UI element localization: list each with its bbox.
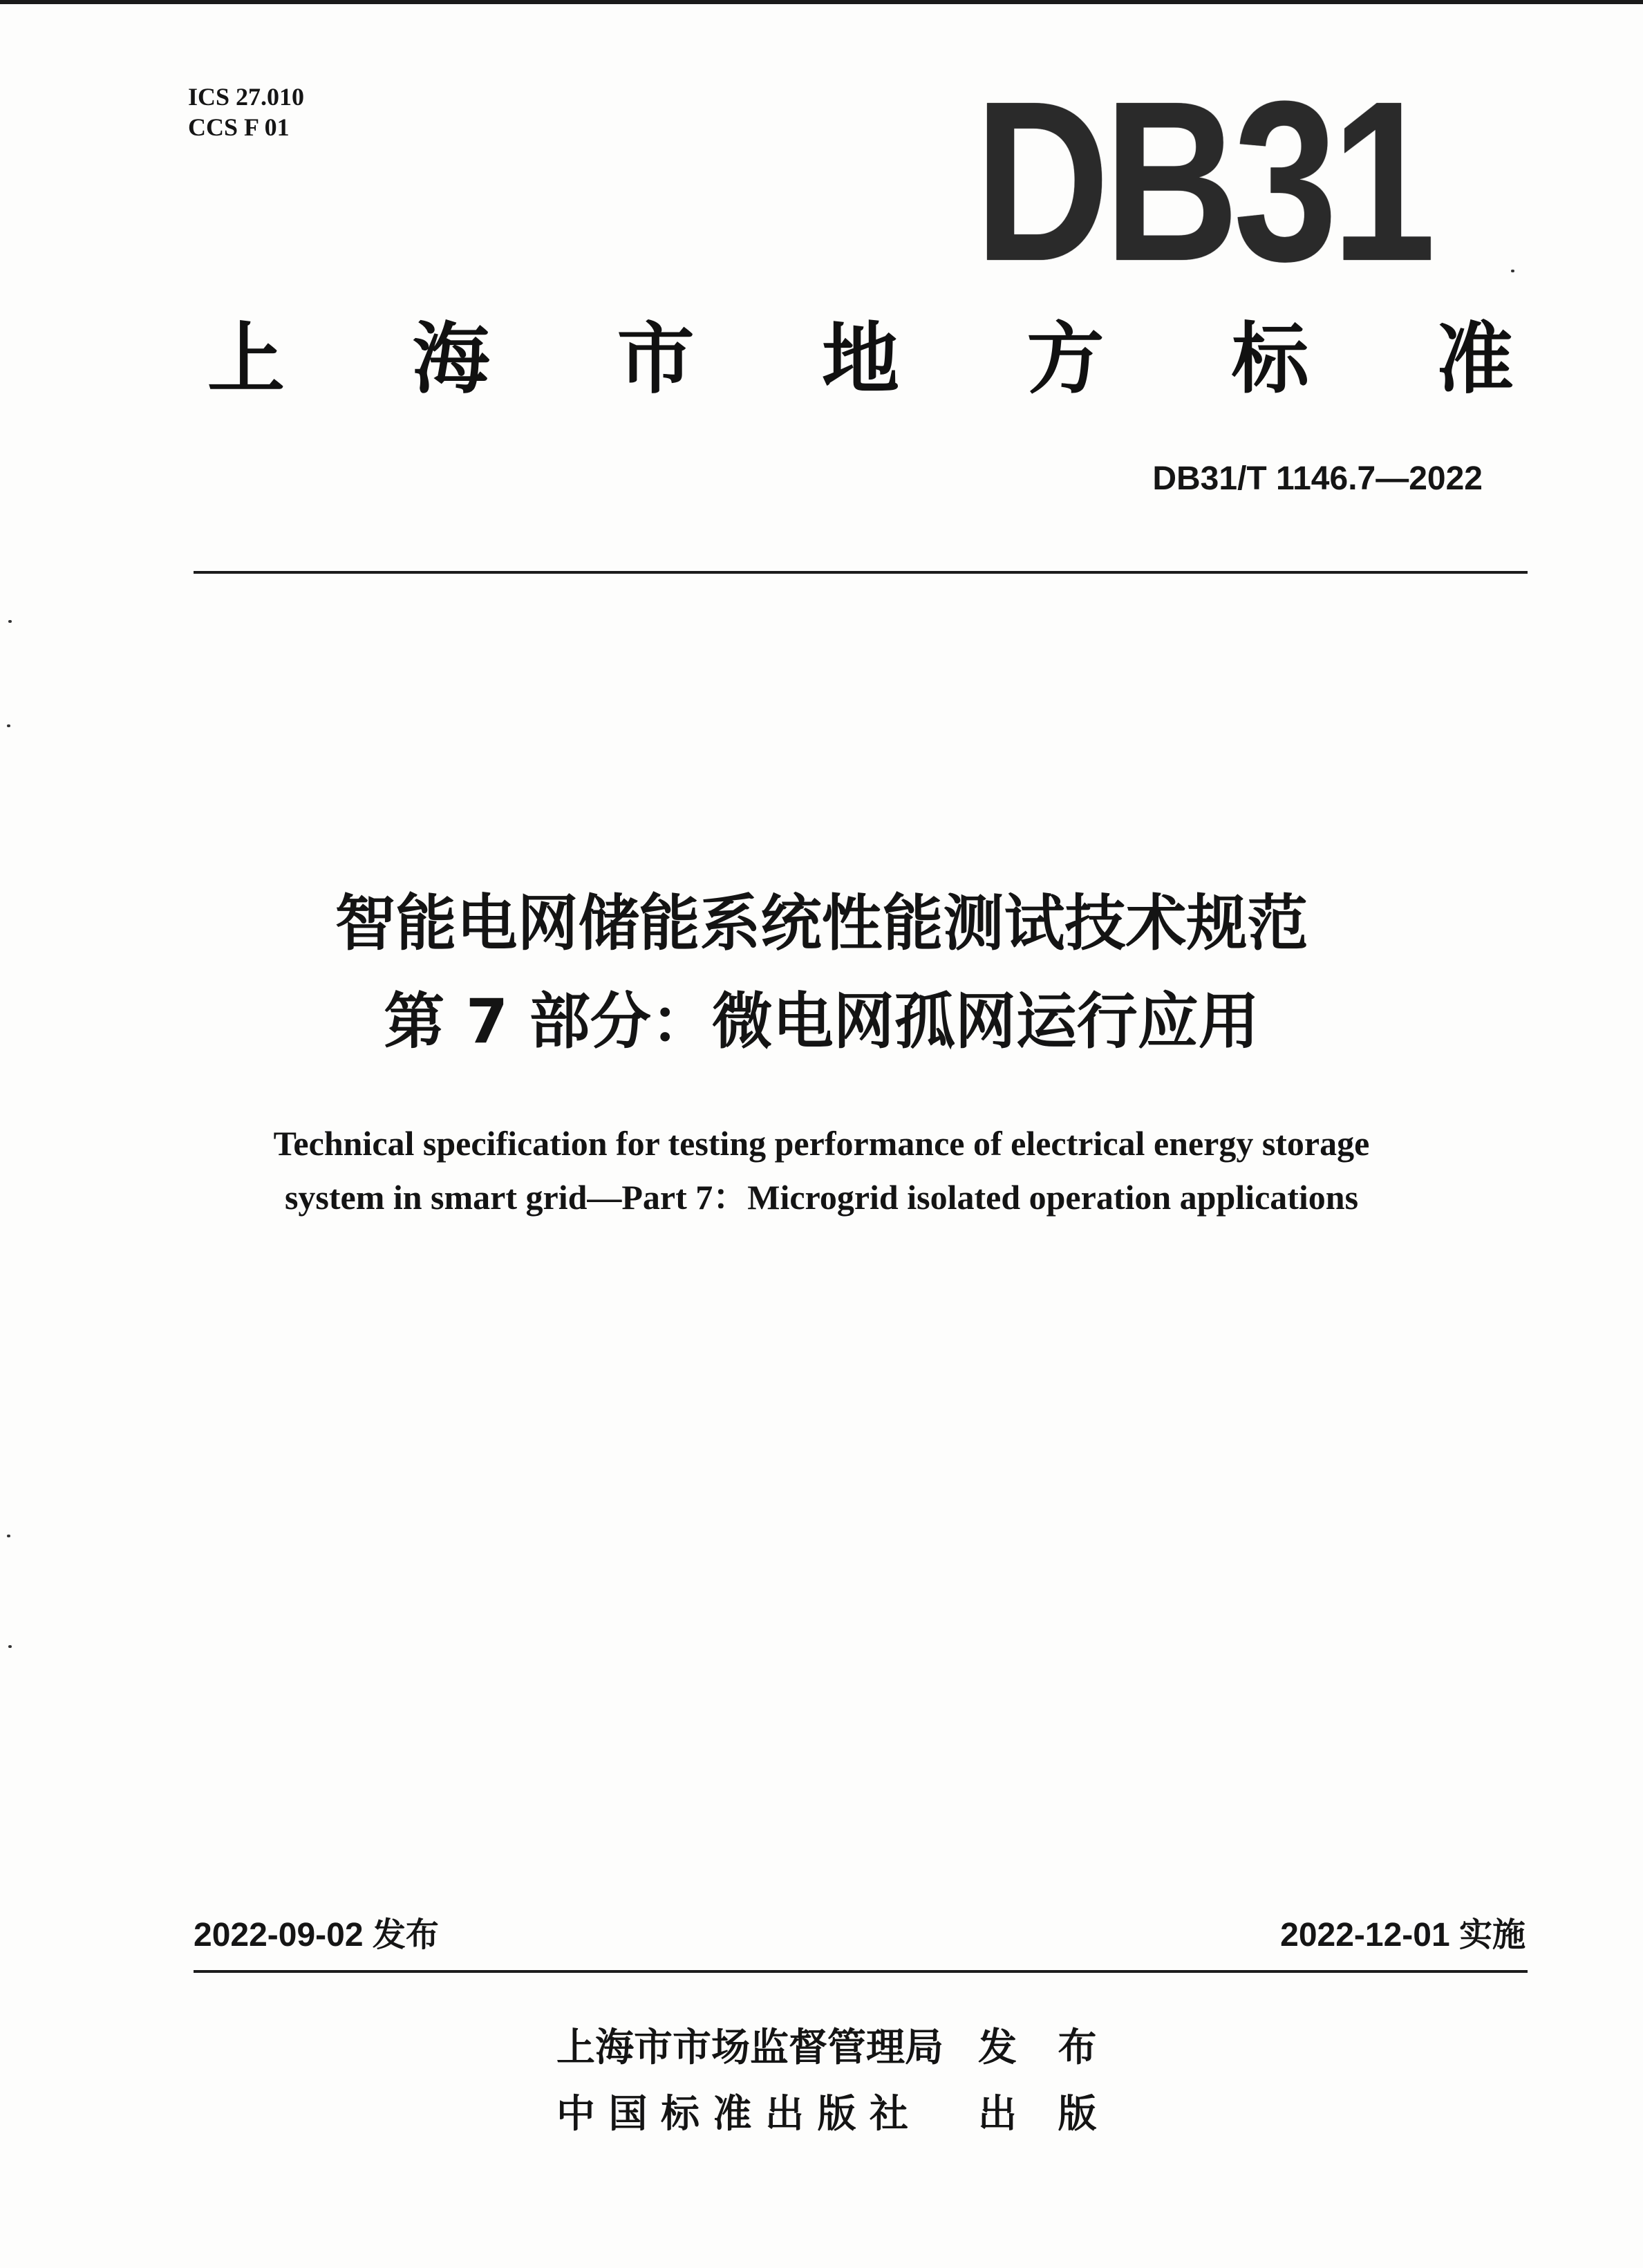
english-title: [0, 1116, 1643, 1224]
issue-date: 2022-09-02 发布: [194, 1917, 439, 1953]
publisher-role: 发 布: [978, 2025, 1111, 2070]
top-divider: [194, 571, 1528, 574]
publisher-row: [556, 2015, 1111, 2081]
standard-type-char: 准: [1436, 315, 1514, 404]
standard-type-char: 方: [1026, 315, 1105, 404]
db31-logo: DB31: [975, 53, 1431, 308]
publisher-name: 上海市市场监督管理局: [556, 2025, 943, 2070]
standard-type-heading: [207, 315, 1514, 404]
ccs-code: CCS F 01: [188, 113, 290, 141]
publisher-name: 中 国 标 准 出 版 社: [556, 2092, 908, 2137]
standard-type-char: 地: [821, 315, 899, 404]
scan-speck: [1511, 270, 1514, 272]
chinese-title-line-1: 智能电网储能系统性能测试技术规范: [335, 888, 1308, 959]
english-title-line-1: Technical specification for testing performance of electrical energy storage: [273, 1124, 1370, 1163]
scan-speck: [7, 724, 10, 727]
chinese-title-line-2: 第 7 部分：微电网孤网运行应用: [384, 986, 1259, 1057]
scan-speck: [8, 620, 12, 623]
bottom-divider: [194, 1970, 1528, 1973]
standard-type-char: 标: [1231, 315, 1309, 404]
publisher-role: 出 版: [978, 2092, 1111, 2137]
scan-speck: [7, 1535, 10, 1537]
scan-speck: [8, 1645, 12, 1648]
publisher-row: [556, 2081, 1111, 2148]
classification-codes: [188, 82, 304, 142]
chinese-title: [0, 874, 1643, 1071]
standard-type-char: 海: [412, 315, 490, 404]
standard-type-char: 市: [617, 315, 695, 404]
publisher-block: [556, 2015, 1111, 2148]
standard-type-char: 上: [207, 315, 285, 404]
standard-number: DB31/T 1146.7—2022: [1152, 460, 1483, 497]
page-top-edge: [0, 0, 1643, 4]
english-title-line-2: system in smart grid—Part 7：Microgrid isolated operation applications: [284, 1178, 1359, 1217]
ics-code: ICS 27.010: [188, 83, 305, 111]
implementation-date: 2022-12-01 实施: [1280, 1917, 1525, 1953]
